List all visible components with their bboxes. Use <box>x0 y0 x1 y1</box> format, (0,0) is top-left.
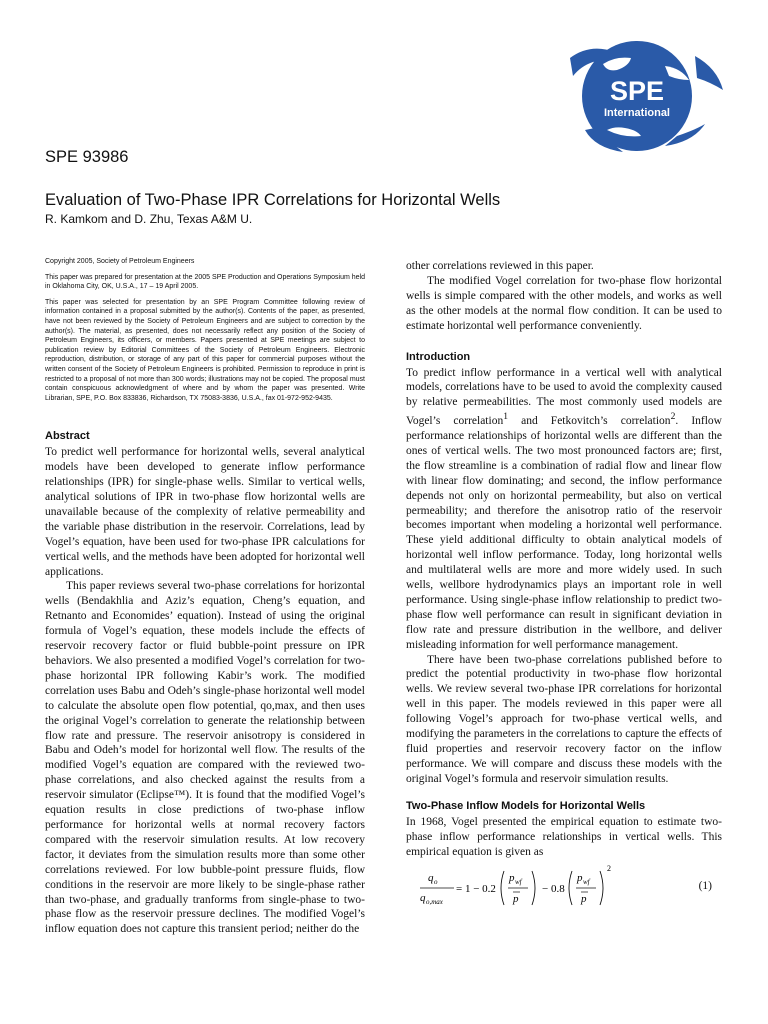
svg-text:p: p <box>581 893 587 906</box>
introduction-paragraph-1: To predict inflow performance in a vertical well with analytical models, correlations have to be used to avoid the complexity caused by relative permeabilities. The most commonly used models are Vogel’s correlation$^1$ and Fetkovitch’s correlation$^2$. Inflow performance relationships of horizontal wells are different than the ones of vertical wells. The two most pronounced factors are; first, the flow streamline is a combination of radial flow and linear flow with linear flow dominating; and second, the inflow performance depends not only on horizontal permeability, but also on vertical permeability; and therefore the anisotrop ratio of the reservoir becomes important when modeling a horizontal well performance. These yield additional difficulty to obtain analytical models of horizontal well inflow performance. Today, long horizontal wells and multilateral wells are more and more widely used. In such wells, wellbore hydrodynamics plays an important role in well performance. Using single-phase inflow relationship to predict two-phase flow well performance can result in significant deviation in flow rate and pressure distribution in the wellbore, and deliver misleading information for well performance management. <box>406 366 722 651</box>
eq-qmax: q <box>420 892 426 905</box>
continuation-text: other correlations reviewed in this paper. <box>406 260 594 272</box>
abstract-heading: Abstract <box>45 430 90 443</box>
spe-logo <box>545 38 730 153</box>
svg-text:o,max: o,max <box>426 898 443 907</box>
paper-title: Evaluation of Two-Phase IPR Correlations for Horizontal Wells <box>45 191 501 209</box>
copyright-notice: This paper was selected for presentation by an SPE Program Committee following review of information contained in a proposal submitted by the author(s). Contents of the paper, as presented, have not been reviewed by the Society of Petroleum Engineers and are subject to correction by the author(s). The material, as presented, does not necessarily reflect any position of the Society of Petroleum Engineers, its officers, or members. Papers presented at SPE meetings are subject to publication review by Editorial Committees of the Society of Petroleum Engineers. Electronic reproduction, distribution, or storage of any part of this paper for commercial purposes without the written consent of the Society of Petroleum Engineers is prohibited. Permission to reproduce in print is restricted to a proposal of not more than 300 words; illustrations may not be copied. The proposal must contain conspicuous acknowledgment of where and by whom the paper was presented. Write Librarian, SPE, P.O. Box 833836, Richardson, TX 75083-3836, U.S.A., fax 01-972-952-9435. <box>45 298 365 402</box>
vogel-equation <box>406 863 722 913</box>
modified-vogel-paragraph: The modified Vogel correlation for two-phase flow horizontal wells is simple compared with the other models, and works as well as the other models at the normal flow condition. It can be used to estimate horizontal well performance conveniently. <box>406 274 722 332</box>
svg-text:p: p <box>509 872 515 885</box>
logo-text: SPE <box>609 76 665 106</box>
citation-1: 1 <box>503 411 508 423</box>
eq-exponent: 2 <box>607 864 611 874</box>
svg-text:p: p <box>577 872 583 885</box>
introduction-heading: Introduction <box>406 350 471 363</box>
copyright-line: Copyright 2005, Society of Petroleum Engineers <box>45 258 195 265</box>
paper-authors: R. Kamkom and D. Zhu, Texas A&M U. <box>45 212 253 226</box>
two-phase-heading: Two-Phase Inflow Models for Horizontal Wells <box>406 799 646 812</box>
eq-qo: q <box>428 872 434 885</box>
citation-2: 2 <box>670 411 676 423</box>
right-column <box>406 259 722 913</box>
two-phase-paragraph: In 1968, Vogel presented the empirical equation to estimate two-phase inflow performance relationships in vertical wells. This empirical equation is given as <box>406 815 722 858</box>
eq-rhs-b: − 0.8 <box>542 883 565 896</box>
globe-icon <box>545 38 730 153</box>
introduction-paragraph-2: There have been two-phase correlations published before to predict the potential productivity in two-phase flow horizontal wells. We review several two-phase IPR correlations for horizontal well in this paper. The models reviewed in this paper were all following Vogel’s approach for two-phase vertical wells, and modifying the parameters in the correlations to capture the effects of fluid properties and reservoir recovery factor on the inflow performance. We will compare and discuss these models with the original Vogel’s formula and reservoir simulation results. <box>406 653 722 785</box>
svg-text:o: o <box>434 878 438 887</box>
svg-text:wf: wf <box>583 878 590 887</box>
abstract-paragraph-2: This paper reviews several two-phase correlations for horizontal wells (Bendakhlia and Aziz’s equation, Cheng’s equation, and Retnanto and Economides’ equation). Instead of using the original formula of Vogel’s equation, these models include the effects of reservoir recovery factor or fluid bubble-point pressure on IPR behaviors. We also presented a modified Vogel’s correlation for two-phase horizontal IPR following Kabir’s work. The modified correlation uses Babu and Odeh’s single-phase horizontal well model to calculate the absolute open flow potential, qo,max, and then uses the original Vogel’s correlation to generate the relationship between flow rate and pressure. The reservoir anisotropy is considered in Babu and Odeh’s model for horizontal well flow. The results of the modified Vogel’s equation are compared with the reviewed two-phase correlations, and also checked against the results from a reservoir simulator (Eclipse™). It is found that the modified Vogel’s equation results in close predictions of two-phase inflow performance for horizontal wells at normal recovery factors compared with the reservoir simulation results. At low recovery factor, it deviates from the simulation results more than some other correlations reviewed. For low bubble-point pressure fluids, flow conditions in the reservoir are more likely to be single-phase rather than two-phase, and gradually tranforms from single-phase to two-phase flow as the reservoir pressure declines. The modified Vogel’s inflow equation does not capture this transient period; neither do the <box>45 580 365 936</box>
svg-text:wf: wf <box>515 878 522 887</box>
paper-number: SPE 93986 <box>45 148 129 166</box>
abstract-paragraph-1: To predict well performance for horizontal wells, several analytical models have been developed to generate inflow performance relationships (IPR) for single-phase wells. Similar to vertical wells, analytical solutions of IPR in two-phase flow horizontal wells are unavailable because of the complexity of relative permeability and the variable phase distribution in the reservoir. Correlations, lead by Vogel’s equation, have been used for two-phase IPR calculations for vertical wells, and the methods have been adopted for horizontal well applications. <box>45 446 365 578</box>
logo-subtext: International <box>603 107 671 119</box>
equation-number: (1) <box>698 880 712 893</box>
left-column <box>45 257 365 937</box>
copyright-presentation: This paper was prepared for presentation at the 2005 SPE Production and Operations Symposium held in Oklahoma City, OK, U.S.A., 17 – 19 April 2005. <box>45 273 365 291</box>
svg-text:p: p <box>513 893 519 906</box>
eq-rhs-a: = 1 − 0.2 <box>456 883 496 896</box>
